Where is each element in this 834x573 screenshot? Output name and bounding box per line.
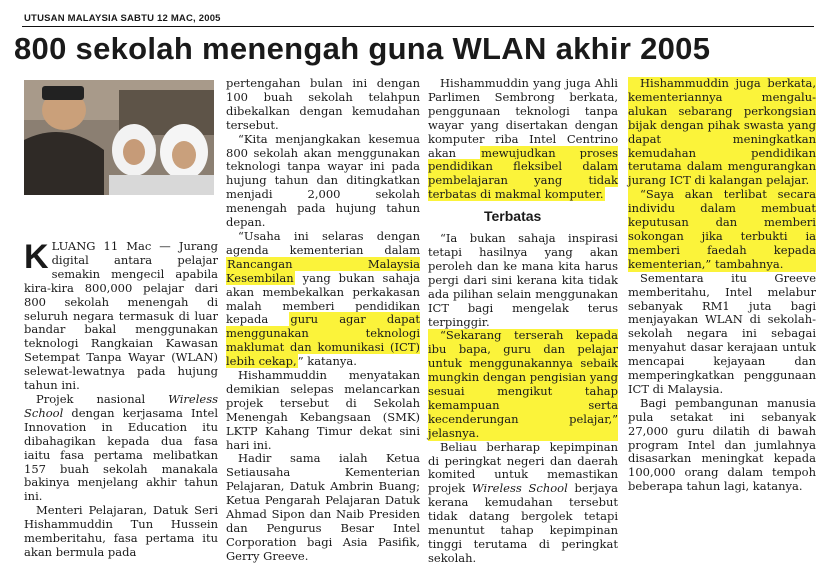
column-2 — [226, 77, 420, 564]
paragraph: Hadir sama ialah Ketua Setiausaha Kementerian Pelajaran, Datuk Ambrin Buang; Ketua Pengarah Pelajaran Datuk Ahmad Sipon dan Naib Presiden dan Pengurus Besar Intel Corporation bagi Asia Pasifik, Gerry Greeve. — [226, 451, 420, 563]
subheading: Terbatas — [484, 208, 542, 225]
paragraph: pertengahan bulan ini dengan 100 buah sekolah telahpun dibekalkan dengan kemudahan tersebut. — [226, 76, 420, 132]
paragraph: “Kita menjangkakan kesemua 800 sekolah akan menggunakan teknologi tanpa wayar ini pada hujung tahun dan ditingkatkan menjadi 2,000 sekolah menengah pada hujung tahun depan. — [226, 131, 420, 230]
column-3 — [428, 77, 618, 566]
masthead: UTUSAN MALAYSIA SABTU 12 MAC, 2005 — [24, 13, 221, 24]
paragraph: “Ia bukan sahaja inspirasi tetapi hasilnya yang akan peroleh dan ke mana kita harus pergi dari sini kerana kita tidak ada pilihan selain menggunakan ICT bagi mengelak terus terpinggir. — [428, 231, 618, 329]
paragraph: Hishammuddin yang juga Ahli Parlimen Sembrong berkata, penggunaan teknologi tanpa wayar yang disertakan dengan komputer riba Intel Centrino akan mewujudkan proses pendidikan fleksibel dalam pembelajaran yang tidak terbatas di makmal komputer. — [428, 76, 619, 202]
highlighted-paragraph: “Saya akan terlibat secara individu dalam membuat keputusan dan memberi sokongan jika terbukti ia memberi faedah kepada kementerian,” tambahnya. — [628, 187, 816, 271]
photo-illustration — [24, 80, 214, 195]
paragraph: Sementara itu Greeve memberitahu, Intel melabur sebanyak RM1 juta bagi menjayakan WLAN di sekolah-sekolah negara ini sebagai menyahut dasar kerajaan untuk mencapai kejayaan dan memperingkatkan penggunaan ICT di Malaysia. — [628, 270, 816, 396]
drop-cap: K — [24, 238, 49, 276]
paragraph: Projek nasional Wireless School dengan kerjasama Intel Innovation in Education itu dibahagikan kepada dua fasa iaitu fasa pertama melibatkan 157 buah sekolah manakala bakinya menjelang akhir tahun ini. — [24, 391, 218, 504]
highlight: guru agar dapat menggunakan teknologi maklumat dan komunikasi (ICT) lebih cekap, — [226, 312, 420, 369]
highlighted-paragraph: “Sekarang terserah kepada ibu bapa, guru dan pelajar untuk menggunakannya sebaik mungkin dengan pengisian yang sesuai mengikut tahap kemampuan serta kecenderungan pelajar,” jelasnya. — [428, 328, 618, 440]
lead-text: LUANG 11 Mac — Jurang digital antara pelajar semakin mengecil apabila kira-kira 800,000 pelajar dari 800 sekolah menengah di seluruh negara termasuk di luar bandar bakal menggunakan teknologi Rangkaian Kawasan Setempat Tanpa Wayar (WLAN) selewat-lewatnya pada hujung tahun ini. — [24, 239, 218, 393]
paragraph: Hishammuddin menyatakan demikian selepas melancarkan projek tersebut di Sekolah Menengah Kebangsaan (SMK) LKTP Kahang Timur dekat sini hari ini. — [226, 368, 420, 452]
highlight: Rancangan Malaysia Kesembilan — [226, 256, 420, 285]
lead-paragraph — [24, 240, 218, 393]
headline: 800 sekolah menengah guna WLAN akhir 2005 — [14, 31, 711, 66]
highlighted-paragraph: Hishammuddin juga berkata, kementeriannya mengalu-alukan sebarang perkongsian bijak dengan pihak swasta yang dapat meningkatkan kemudahan pendidikan terutama dalam mengurangkan jurang ICT di kalangan pelajar. — [628, 76, 816, 188]
paragraph: Bagi pembangunan manusia pula setakat ini sebanyak 27,000 guru dilatih di bawah program Intel dan jumlahnya disasarkan meningkat kepada 100,000 orang dalam tempoh beberapa tahun lagi, katanya. — [628, 395, 816, 494]
paragraph: Menteri Pelajaran, Datuk Seri Hishammuddin Tun Hussein memberitahu, fasa pertama itu akan bermula pada — [24, 503, 218, 559]
column-4 — [628, 77, 816, 494]
highlight: mewujudkan proses pendidikan fleksibel dalam pembelajaran yang tidak terbatas di makmal komputer. — [428, 145, 619, 202]
paragraph: “Usaha ini selaras dengan agenda kementerian dalam Rancangan Malaysia Kesembilan yang bukan sahaja akan membekalkan perkakasan malah memberi pendidikan kepada guru agar dapat menggunakan teknologi maklumat dan komunikasi (ICT) lebih cekap,” katanya. — [226, 228, 420, 369]
header-rule — [22, 26, 814, 27]
column-1 — [24, 240, 218, 560]
paragraph: Beliau berharap kepimpinan di peringkat negeri dan daerah komited untuk memastikan projek Wireless School berjaya kerana kemudahan tersebut tidak datang bergolek tetapi menuntut tahap kepimpinan tinggi terutama di peringkat sekolah. — [428, 439, 618, 565]
news-photo — [24, 80, 214, 195]
